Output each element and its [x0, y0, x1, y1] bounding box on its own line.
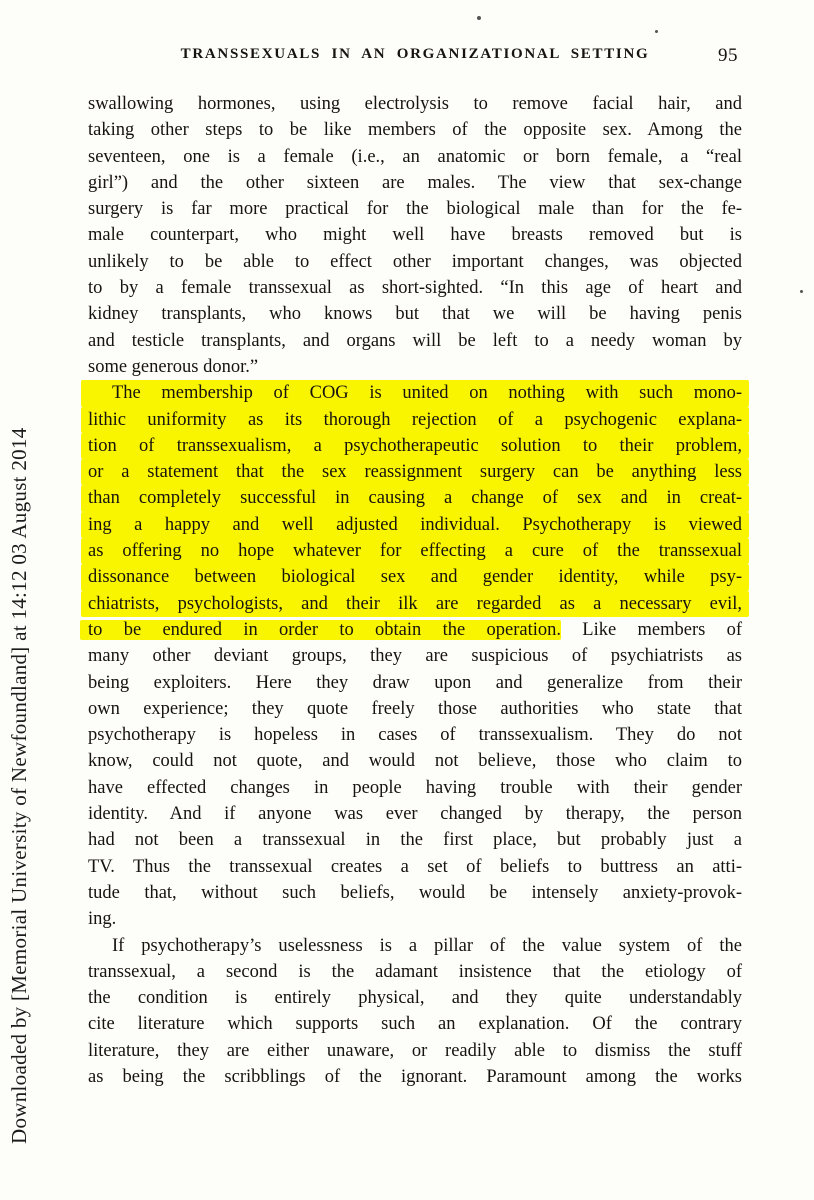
text-line	[88, 196, 742, 222]
body-text: own experience; they quote freely those authorities who state that	[88, 698, 742, 719]
text-line	[88, 275, 742, 301]
text-line	[88, 1038, 742, 1064]
highlighted-text: as offering no hope whatever for effecting a cure of the transsexual	[88, 541, 742, 562]
body-text: kidney transplants, who knows but that we will be having penis	[88, 304, 742, 325]
text-line	[88, 959, 742, 985]
body-text: If psychotherapy’s uselessness is a pillar of the value system of the	[112, 935, 742, 956]
body-text: and testicle transplants, and organs will be left to a needy woman by	[88, 330, 742, 351]
text-line	[88, 854, 742, 880]
body-text: know, could not quote, and would not believe, those who claim to	[88, 751, 742, 772]
highlighted-text: dissonance between biological sex and gender identity, while psy-	[88, 567, 742, 588]
text-line	[88, 380, 742, 406]
body-text: cite literature which supports such an explanation. Of the contrary	[88, 1014, 742, 1035]
text-line	[88, 354, 742, 380]
text-line	[88, 748, 742, 774]
body-text: taking other steps to be like members of the opposite sex. Among the	[88, 120, 742, 141]
text-line	[88, 643, 742, 669]
body-text: psychotherapy is hopeless in cases of transsexualism. They do not	[88, 725, 742, 746]
text-line	[88, 801, 742, 827]
text-line	[88, 222, 742, 248]
text-line	[88, 328, 742, 354]
body-text: seventeen, one is a female (i.e., an anatomic or born female, a “real	[88, 146, 742, 167]
text-line	[88, 933, 742, 959]
body-text: surgery is far more practical for the biological male than for the fe-	[88, 199, 742, 220]
running-header	[88, 46, 742, 70]
text-line	[88, 906, 742, 932]
text-line	[88, 144, 742, 170]
body-text: had not been a transsexual in the first place, but probably just a	[88, 830, 742, 851]
text-line	[88, 827, 742, 853]
body-text: to by a female transsexual as short-sighted. “In this age of heart and	[88, 278, 742, 299]
highlighted-text: The membership of COG is united on nothing with such mono-	[112, 383, 742, 404]
text-line	[88, 722, 742, 748]
text-line	[88, 117, 742, 143]
text-line	[88, 617, 742, 643]
page-number: 95	[718, 45, 738, 66]
highlighted-text: or a statement that the sex reassignment surgery can be anything less	[88, 462, 742, 483]
text-line	[88, 91, 742, 117]
body-text: Like members of	[560, 619, 743, 640]
text-line	[88, 459, 742, 485]
page-body	[88, 91, 742, 1090]
body-text: ing.	[88, 909, 117, 930]
body-text: unlikely to be able to effect other important changes, was objected	[88, 251, 742, 272]
text-line	[88, 880, 742, 906]
text-line	[88, 564, 742, 590]
body-text: TV. Thus the transsexual creates a set of beliefs to buttress an atti-	[88, 856, 742, 877]
text-line	[88, 670, 742, 696]
body-text: as being the scribblings of the ignorant. Paramount among the works	[88, 1066, 742, 1087]
text-line	[88, 591, 742, 617]
text-line	[88, 407, 742, 433]
text-line	[88, 170, 742, 196]
text-line	[88, 433, 742, 459]
highlighted-text: than completely successful in causing a change of sex and in creat-	[88, 488, 742, 509]
highlighted-text: to be endured in order to obtain the operation.	[88, 619, 561, 640]
text-line	[88, 1064, 742, 1090]
body-text: many other deviant groups, they are suspicious of psychiatrists as	[88, 646, 742, 667]
text-line	[88, 301, 742, 327]
text-line	[88, 485, 742, 511]
text-line	[88, 512, 742, 538]
body-text: have effected changes in people having trouble with their gender	[88, 777, 742, 798]
scan-speck	[800, 290, 803, 293]
highlighted-text: tion of transsexualism, a psychotherapeutic solution to their problem,	[88, 435, 742, 456]
running-title: TRANSSEXUALS IN AN ORGANIZATIONAL SETTING	[180, 46, 650, 62]
body-text: the condition is entirely physical, and they quite understandably	[88, 988, 742, 1009]
scan-speck	[655, 30, 658, 33]
body-text: literature, they are either unaware, or readily able to dismiss the stuff	[88, 1040, 742, 1061]
text-line	[88, 985, 742, 1011]
text-line	[88, 1011, 742, 1037]
text-line	[88, 775, 742, 801]
body-text: transsexual, a second is the adamant insistence that the etiology of	[88, 961, 742, 982]
body-text: girl”) and the other sixteen are males. The view that sex-change	[88, 172, 742, 193]
body-text: tude that, without such beliefs, would be intensely anxiety-provok-	[88, 882, 742, 903]
body-text: being exploiters. Here they draw upon and generalize from their	[88, 672, 742, 693]
body-text: swallowing hormones, using electrolysis to remove facial hair, and	[88, 94, 742, 114]
text-line	[88, 696, 742, 722]
highlighted-text: lithic uniformity as its thorough rejection of a psychogenic explana-	[88, 409, 742, 430]
scan-speck	[477, 16, 481, 20]
download-watermark: Downloaded by [Memorial University of Newfoundland] at 14:12 03 August 2014	[7, 427, 31, 1144]
highlighted-text: chiatrists, psychologists, and their ilk are regarded as a necessary evil,	[88, 593, 742, 614]
body-text: identity. And if anyone was ever changed by therapy, the person	[88, 804, 742, 825]
highlighted-text: ing a happy and well adjusted individual. Psychotherapy is viewed	[88, 514, 742, 535]
body-text: male counterpart, who might well have breasts removed but is	[88, 225, 742, 246]
text-line	[88, 538, 742, 564]
body-text: some generous donor.”	[88, 356, 259, 377]
text-line	[88, 249, 742, 275]
